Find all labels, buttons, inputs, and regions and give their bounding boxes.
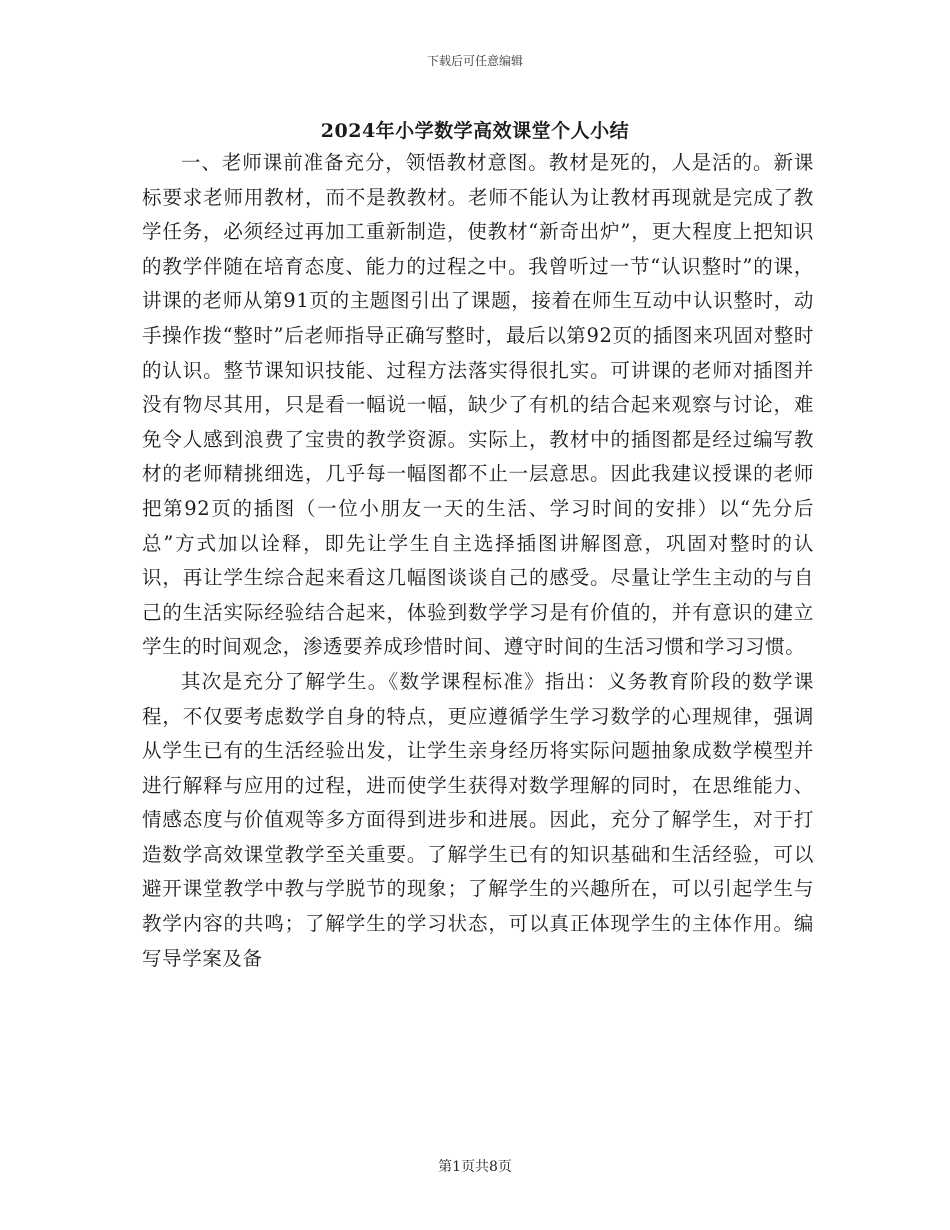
- document-title: 2024年小学数学高效课堂个人小结: [320, 120, 630, 142]
- header-note: 下载后可任意编辑: [426, 54, 523, 68]
- paragraph-1: 一、老师课前准备充分，领悟教材意图。教材是死的，人是活的。新课标要求老师用教材，而不是教教材。老师不能认为让教材再现就是完成了教学任务，必须经过再加工重新制造，使教材“新奇出炉”，更大程度上把知识的教学伴随在培育态度、能力的过程之中。我曾听过一节“认识整时”的课，讲课的老师从第91页的主题图引出了课题，接着在师生互动中认识整时，动手操作拨“整时”后老师指导正确写整时，最后以第92页的插图来巩固对整时的认识。整节课知识技能、过程方法落实得很扎实。可讲课的老师对插图并没有物尽其用，只是看一幅说一幅，缺少了有机的结合起来观察与讨论，难免令人感到浪费了宝贵的教学资源。实际上，教材中的插图都是经过编写教材的老师精挑细选，几乎每一幅图都不止一层意思。因此我建议授课的老师把第92页的插图（一位小朋友一天的生活、学习时间的安排）以“先分后总”方式加以诠释，即先让学生自主选择插图讲解图意，巩固对整时的认识，再让学生综合起来看这几幅图谈谈自己的感受。尽量让学生主动的与自己的生活实际经验结合起来，体验到数学学习是有价值的，并有意识的建立学生的时间观念，渗透要养成珍惜时间、遵守时间的生活习惯和学习习惯。: [142, 151, 814, 659]
- paragraph-2: 其次是充分了解学生。《数学课程标准》指出：义务教育阶段的数学课程，不仅要考虑数学自身的特点，更应遵循学生学习数学的心理规律，强调从学生已有的生活经验出发，让学生亲身经历将实际问题抽象成数学模型并进行解释与应用的过程，进而使学生获得对数学理解的同时，在思维能力、情感态度与价值观等多方面得到进步和进展。因此，充分了解学生，对于打造数学高效课堂教学至关重要。了解学生已有的知识基础和生活经验，可以避开课堂教学中教与学脱节的现象；了解学生的兴趣所在，可以引起学生与教学内容的共鸣；了解学生的学习状态，可以真正体现学生的主体作用。编写导学案及备: [142, 669, 814, 970]
- page-number-footer: 第1页共8页: [438, 1159, 512, 1175]
- document-body: [142, 146, 814, 976]
